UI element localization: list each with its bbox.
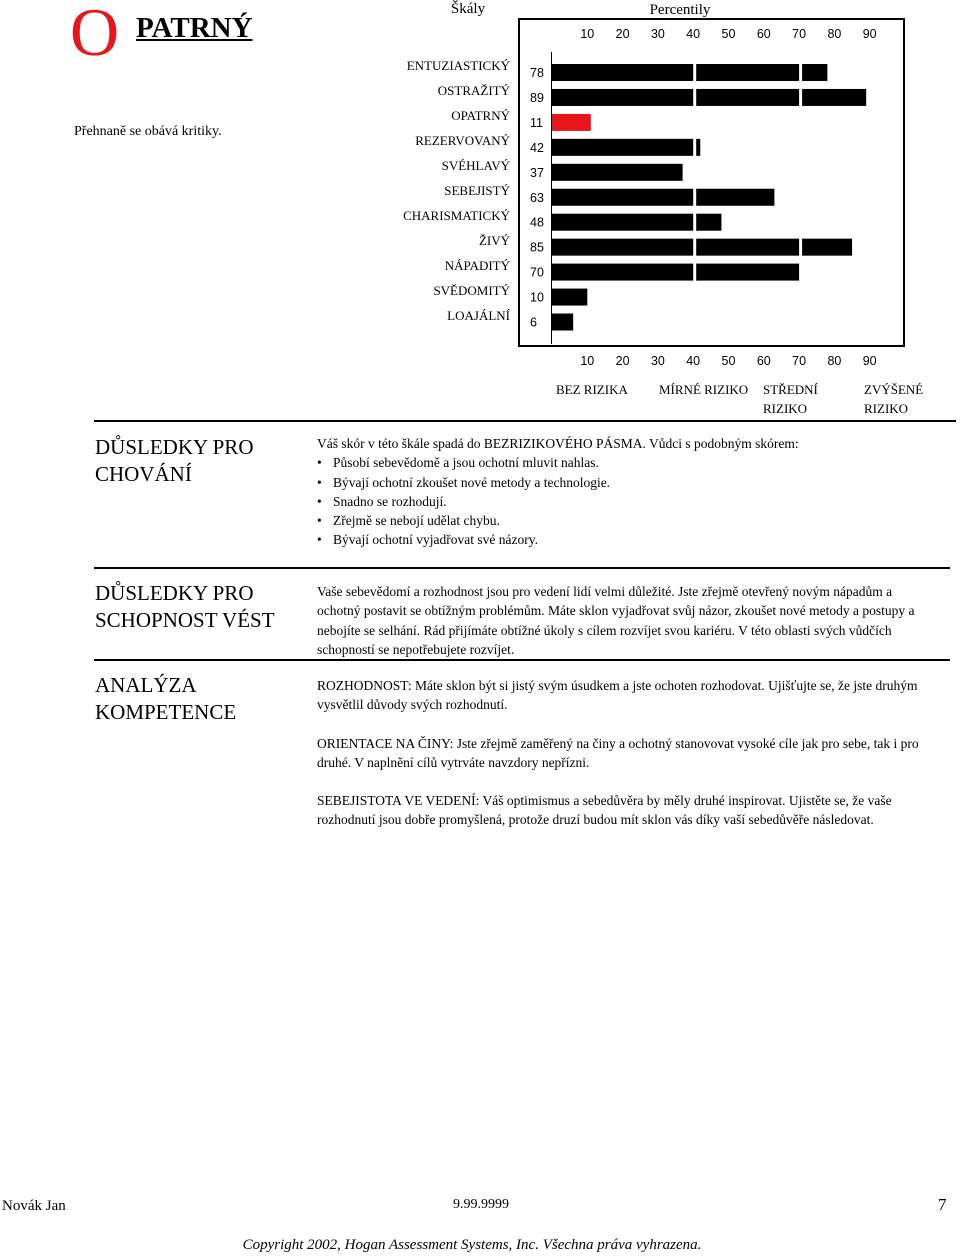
- scale-label: REZERVOVANÝ: [415, 132, 510, 148]
- competence-paragraph-confidence: SEBEJISTOTA VE VEDENÍ: Váš optimismus a sebedůvěra by měly druhé inspirovat. Ujistěte se, že vaše rozhodnutí jsou dobře promyšlená, protože druzí budou mít sklon vás díky vaší sebedůvěře následovat.: [317, 793, 892, 828]
- x-tick-label-top: 30: [650, 27, 665, 41]
- x-tick-label-bottom: 50: [721, 354, 736, 368]
- report-title: [70, 0, 270, 74]
- scale-label: SVÉHLAVÝ: [441, 157, 510, 173]
- bar-segment: [552, 139, 693, 156]
- scale-label: OSTRAŽITÝ: [437, 82, 510, 98]
- x-tick-label-bottom: 80: [827, 354, 842, 368]
- bar-segment: [552, 214, 693, 231]
- value-label: 11: [530, 115, 543, 130]
- behavior-bullet: • Zřejmě se nebojí udělat chybu.: [317, 511, 917, 530]
- scale-label: ENTUZIASTICKÝ: [406, 58, 510, 73]
- bar-segment: [552, 239, 693, 256]
- footer-name: Novák Jan: [2, 1198, 66, 1214]
- competence-paragraph-action: ORIENTACE NA ČINY: Jste zřejmě zaměřený na činy a ochotný stanovovat vysoké cíle jak pro sebe, tak i pro druhé. V naplnění cílů vytrváte navzdory nepřízni.: [317, 735, 919, 770]
- bar-segment: [696, 189, 774, 206]
- behavior-bullet: • Snadno se rozhodují.: [317, 492, 917, 511]
- bar-segment: [696, 264, 799, 281]
- value-label: 85: [530, 240, 544, 255]
- risk-label-mild: MÍRNÉ RIZIKO: [659, 382, 749, 397]
- value-label: 89: [530, 90, 544, 105]
- behavior-content: [317, 434, 917, 550]
- scale-label: SVĚDOMITÝ: [433, 282, 510, 298]
- title-initial: O: [70, 0, 120, 70]
- footer-copyright: Copyright 2002, Hogan Assessment Systems, Inc. Všechna práva vyhrazena.: [242, 1237, 702, 1253]
- behavior-lead: Váš skór v této škále spadá do BEZRIZIKOVÉHO PÁSMA. Vůdci s podobným skórem:: [317, 436, 799, 451]
- value-label: 70: [530, 265, 544, 280]
- value-label: 6: [530, 315, 537, 330]
- scale-label: NÁPADITÝ: [444, 257, 510, 273]
- competence-content: [317, 676, 927, 830]
- bar-segment: [552, 314, 573, 331]
- x-tick-label-top: 10: [580, 27, 595, 41]
- risk-label-medium: STŘEDNÍ RIZIKO: [763, 382, 818, 416]
- x-tick-label-top: 60: [756, 27, 771, 41]
- percentile-chart-frame: [518, 18, 905, 368]
- behavior-heading: DŮSLEDKY PRO CHOVÁNÍ: [95, 435, 254, 486]
- bar-segment: [552, 189, 693, 206]
- x-tick-label-top: 90: [862, 27, 877, 41]
- bar-segment: [696, 139, 700, 156]
- bar-segment: [802, 64, 827, 81]
- value-label: 37: [530, 165, 544, 180]
- bar-segment: [696, 239, 799, 256]
- divider-competence: [94, 659, 950, 661]
- title-text: PATRNÝ: [136, 12, 253, 44]
- bar-segment: [802, 89, 866, 106]
- footer-page-number: 7: [938, 1195, 947, 1214]
- x-tick-label-bottom: 70: [792, 354, 807, 368]
- behavior-bullet: • Působí sebevědomě a jsou ochotní mluvit nahlas.: [317, 453, 917, 472]
- behavior-bullet: • Bývají ochotní zkoušet nové metody a technologie.: [317, 473, 917, 492]
- value-label: 78: [530, 66, 544, 80]
- divider-leadership: [94, 567, 950, 569]
- scales-header: Škály: [450, 1, 486, 17]
- risk-label-none: BEZ RIZIKA: [556, 382, 628, 397]
- bar-segment: [552, 264, 693, 281]
- x-tick-label-top: 50: [721, 27, 736, 41]
- x-tick-label-bottom: 30: [650, 354, 665, 368]
- value-label: 10: [530, 290, 544, 305]
- leadership-text: Vaše sebevědomí a rozhodnost jsou pro vedení lidí velmi důležité. Jste zřejmě otevřený novým nápadům a ochotný postavit se obtížným problémům. Máte sklon vyjadřovat svůj názor, zkoušet nové metody a postupy a nebojíte se selhání. Rád přijímáte obtížné úkoly s cílem rozvíjet svou kariéru. V této oblasti svých vůdčích schopností se nepotřebujete rozvíjet.: [317, 584, 915, 657]
- bar-segment: [552, 164, 683, 181]
- x-tick-label-top: 80: [827, 27, 842, 41]
- percentile-chart: [520, 20, 903, 368]
- value-label: 48: [530, 215, 544, 230]
- scale-label: SEBEJISTÝ: [444, 182, 510, 198]
- divider-behavior: [94, 420, 956, 422]
- bar-segment: [552, 89, 693, 106]
- percentiles-header: Percentily: [649, 2, 711, 18]
- x-tick-label-bottom: 60: [756, 354, 771, 368]
- leadership-heading: DŮSLEDKY PRO SCHOPNOST VÉST: [95, 581, 275, 632]
- value-label: 63: [530, 190, 544, 205]
- x-tick-label-bottom: 90: [862, 354, 877, 368]
- risk-label-high: ZVÝŠENÉ RIZIKO: [864, 382, 924, 416]
- bar-segment: [696, 89, 799, 106]
- scale-label: CHARISMATICKÝ: [403, 207, 510, 223]
- scale-label: LOAJÁLNÍ: [447, 307, 510, 323]
- intro-note: Přehnaně se obává kritiky.: [74, 124, 222, 139]
- bar-segment: [552, 64, 693, 81]
- x-tick-label-bottom: 10: [580, 354, 595, 368]
- x-tick-label-bottom: 40: [686, 354, 701, 368]
- behavior-bullets: [317, 453, 917, 549]
- competence-paragraph-decisiveness: ROZHODNOST: Máte sklon být si jistý svým úsudkem a jste ochoten rozhodovat. Ujišťujte se, že jste druhým vysvětlil důvody svých rozhodnutí.: [317, 678, 918, 713]
- competence-heading: ANALÝZA KOMPETENCE: [95, 673, 237, 724]
- bar-segment: [696, 214, 721, 231]
- bar-segment: [802, 239, 852, 256]
- scale-label: ŽIVÝ: [478, 232, 510, 248]
- x-tick-label-top: 70: [792, 27, 807, 41]
- bar-segment: [552, 289, 587, 306]
- footer-date: 9.99.9999: [453, 1197, 509, 1212]
- behavior-bullet: • Bývají ochotní vyjadřovat své názory.: [317, 530, 917, 549]
- value-label: 42: [530, 140, 544, 155]
- bar-segment: [696, 64, 799, 81]
- x-tick-label-top: 20: [615, 27, 630, 41]
- bar-segment: [552, 114, 591, 131]
- x-tick-label-top: 40: [686, 27, 701, 41]
- scale-label: OPATRNÝ: [451, 107, 510, 123]
- x-tick-label-bottom: 20: [615, 354, 630, 368]
